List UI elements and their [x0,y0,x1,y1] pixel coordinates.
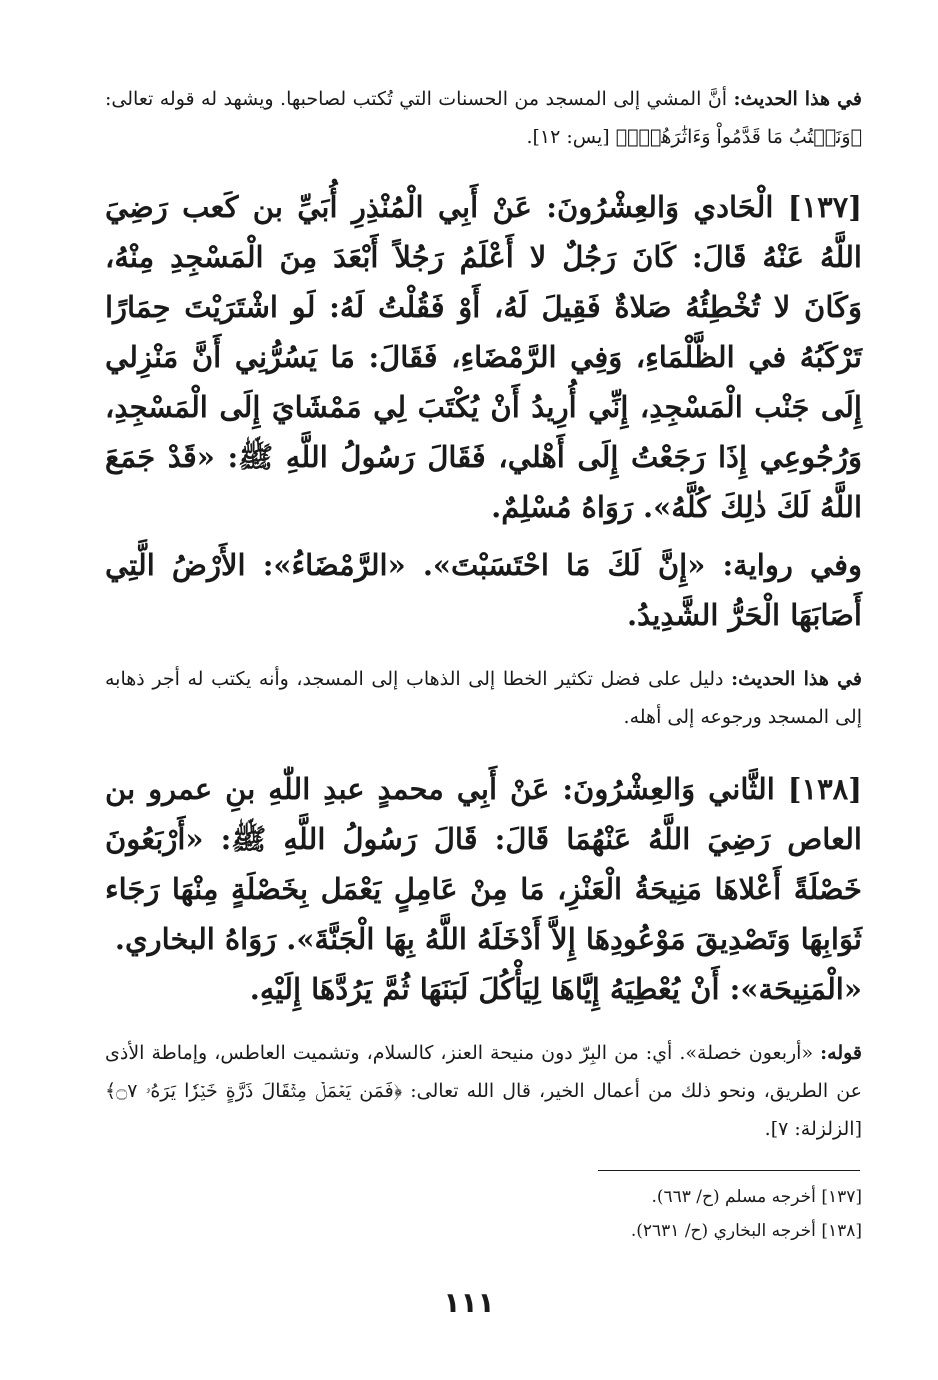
page-body [105,80,862,1148]
quran-reference: [الزلزلة: ٧]. [764,1118,862,1140]
hadith-text: الثَّاني وَالعِشْرُونَ: عَنْ أَبِي محمدٍ عبدِ اللّٰهِ بنِ عمرو بن العاص رَضِيَ اللَّهُ عَنْهُمَا قَالَ: قَالَ رَسُولُ اللَّهِ ﷺ: «أَرْبَعُونَ خَصْلَةً أَعْلاهَا مَنِيحَةُ الْعَنْزِ، مَا مِنْ عَامِلٍ يَعْمَل بِخَصْلَةٍ مِنْهَا رَجَاء ثَوَابِهَا وَتَصْدِيقَ مَوْعُودِهَا إِلاَّ أَدْخَلَهُ اللَّهُ بِهَا الْجَنَّةَ». رَوَاهُ البخاري. [105,772,862,956]
quran-verse: ﴿فَمَن يَعۡمَلۡ مِثۡقَالَ ذَرَّةٍ خَيۡرٗا يَرَهُۥ ۝٧﴾ [105,1080,403,1102]
hadith-number: [١٣٧] [787,190,862,224]
footnote-ref: [١٣٨] [821,1221,862,1241]
footnote-137 [105,1180,862,1214]
comment-137 [105,660,862,736]
hadith-138 [105,764,862,964]
footnotes [105,1180,862,1248]
footnote-separator [598,1170,860,1171]
footnote-ref: [١٣٧] [821,1187,862,1207]
footnote-138 [105,1214,862,1248]
comment-lead: في هذا الحديث: [733,88,863,110]
hadith-variant-text: وفي رواية: «إِنَّ لَكَ مَا احْتَسَبْتَ». «الرَّمْضَاءُ»: الأَرْضُ الَّتِي أَصَابَهَا الْحَرُّ الشَّدِيدُ. [105,548,862,632]
comment-text: دليل على فضل تكثير الخطا إلى الذهاب إلى المسجد، وأنه يكتب له أجر ذهابه إلى المسجد ورجوعه إلى أهله. [105,668,862,728]
comment-text: «أربعون خصلة». أي: من البِرّ دون منيحة العنز، كالسلام، وتشميت العاطس، وإماطة الأذى عن الطريق، ونحو ذلك من أعمال الخير، قال الله تعالى: [105,1042,863,1102]
comment-138 [105,1034,862,1148]
hadith-number: [١٣٨] [787,772,862,806]
comment-lead: قوله: [820,1042,863,1064]
hadith-text: الْحَادي وَالعِشْرُونَ: عَنْ أَبِي الْمُنْذِرِ أُبَيِّ بن كَعب رَضِيَ اللَّهُ عَنْهُ قَالَ: كَانَ رَجُلٌ لا أَعْلَمُ رَجُلاً أَبْعَدَ مِنَ الْمَسْجِدِ مِنْهُ، وَكَانَ لا تُخْطِئُهُ صَلاةٌ فَقِيلَ لَهُ، أَوْ فَقُلْتُ لَهُ: لَو اشْتَرَيْتَ حِمَارًا تَرْكَبُهُ في الظَّلْمَاءِ، وَفِي الرَّمْضَاءِ، فَقَالَ: مَا يَسُرُّنِي أَنَّ مَنْزِلي إِلَى جَنْب الْمَسْجِدِ، إِنِّي أُرِيدُ أَنْ يُكْتَبَ لِي مَمْشَايَ إِلَى الْمَسْجِدِ، وَرُجُوعِي إِذَا رَجَعْتُ إِلَى أَهْلي، فَقَالَ رَسُولُ اللَّهِ ﷺ: «قَدْ جَمَعَ اللَّهُ لَكَ ذٰلِكَ كُلَّهُ». رَوَاهُ مُسْلِمٌ. [105,190,862,524]
hadith-138-definition [105,964,862,1014]
intro-comment [105,80,862,156]
comment-lead: في هذا الحديث: [731,668,863,690]
footnote-text: أخرجه مسلم (ح/ ٦٦٣). [651,1187,816,1207]
footnote-text: أخرجه البخاري (ح/ ٢٦٣١). [630,1221,816,1241]
quran-reference: [يس: ١٢]. [526,126,610,148]
definition-text: «الْمَنِيحَة»: أَنْ يُعْطِيَهُ إِيَّاهَا لِيَأْكُلَ لَبَنَهَا ثُمَّ يَرُدَّهَا إِلَيْهِ. [249,972,862,1006]
quran-verse: ﴿وَنَكۡتُبُ مَا قَدَّمُواْ وَءَاثَٰرَهُمۡۚ﴾ [615,126,862,148]
hadith-137 [105,182,862,532]
hadith-137-variant [105,540,862,640]
comment-text: أنَّ المشي إلى المسجد من الحسنات التي تُكتب لصاحبها. ويشهد له قوله تعالى: [105,88,728,110]
page-number: ١١١ [443,1286,495,1319]
